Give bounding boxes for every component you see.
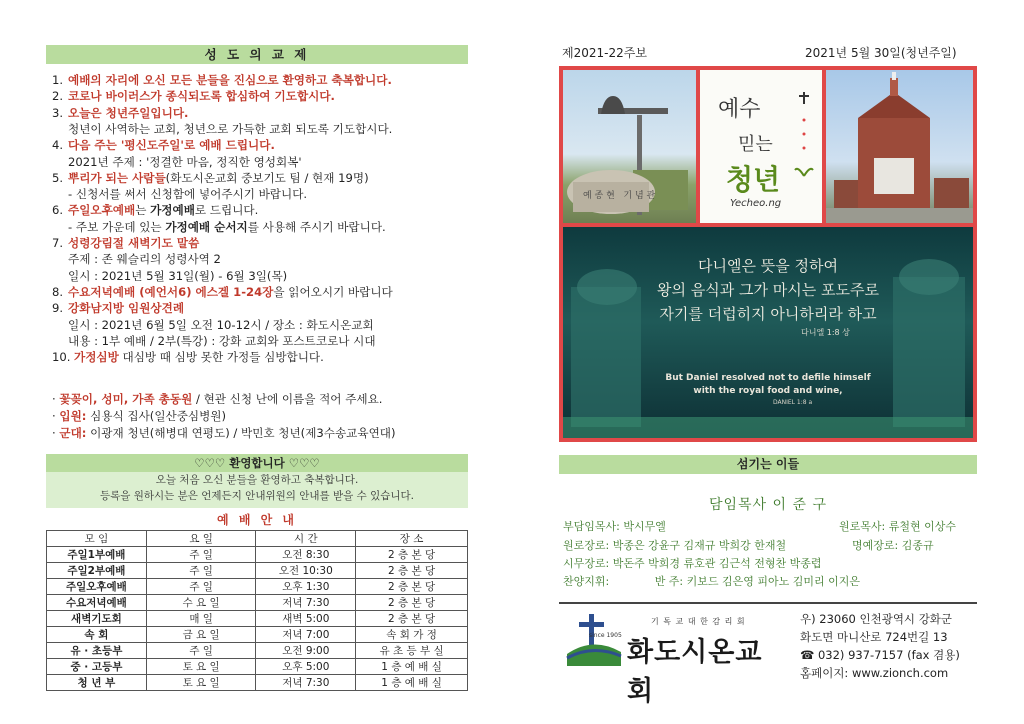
announcement-text: 성령강림절 새벽기도 말씀 [68,236,200,250]
announcement-text: 을 읽어오시기 바랍니다 [273,284,393,299]
verse-line3: 자기를 더럽히지 아니하리라 하고 [659,305,877,323]
verse-line2: 왕의 음식과 그가 마시는 포도주로 [657,281,879,299]
schedule-cell: 저녁 7:30 [256,595,356,611]
church-building-icon [826,70,973,223]
announcement-text: 를 사용해 주시기 바랍니다. [247,219,386,234]
poster-line1: 예수 [718,97,761,122]
schedule-row [47,643,468,659]
schedule-cell: 수요저녁예배 [47,595,147,611]
announcement-text-red: 수요저녁예배 (예언서6) 에스겔 1-24장 [68,284,274,299]
church-since: since 1905 [589,632,622,639]
phone-number: ☎ 032) 937-7157 (fax 겸용) [800,648,960,662]
announcement-text: 일시 : 2021년 6월 5일 오전 10-12시 / 장소 : 화도시온교회 [68,317,374,332]
church-name: 화도시온교회 [627,637,763,707]
schedule-cell: 주 일 [146,563,256,579]
announcement-line [52,350,324,365]
homepage-link[interactable]: 홈페이지: www.zionch.com [800,666,949,680]
announcement-text: 일시 : 2021년 5월 31일(월) - 6월 3일(목) [68,268,288,283]
schedule-cell: 1 층 예 배 실 [356,675,468,691]
schedule-cell: 주 일 [146,579,256,595]
poster-line2: 믿는 [738,134,773,155]
staff-active-elders: 시무장로: 박돈주 박희경 류호관 김근석 전형찬 박종렵 [563,557,822,570]
address-line2: 화도면 마니산로 724번길 13 [800,630,948,644]
poster-signature: Yecheo.ng [730,198,782,209]
announcement-text: 강화남지방 임원상견례 [68,301,185,316]
announcement-number: 8. [52,284,64,299]
verse-reference: 다니엘 1:8 상 [801,328,850,337]
fellowship-title: 성 도 의 교 제 [46,45,468,64]
bullet-text: 심용식 집사(일산중심병원) [86,409,227,423]
announcement-text-red: 주일오후예배 [68,203,136,218]
announcement-text: 오늘은 청년주일입니다. [68,105,189,120]
verse-image [563,227,973,438]
announcement-line [52,301,184,316]
verse-english-line2: with the royal food and wine, [693,386,843,396]
schedule-cell: 오후 5:00 [256,659,356,675]
cross-globe-icon [563,612,625,668]
servants-title: 섬기는 이들 [559,455,977,474]
announcement-line [52,269,287,284]
announcement-line [52,155,302,170]
staff-retired-elders: 원로장로: 박종은 강윤구 김재규 박희강 한재철 [563,539,787,552]
announcement-text-red: 가정심방 [74,350,119,365]
announcement-number: 6. [52,203,64,218]
notice-bullet [52,409,226,424]
bullet-dot: · [52,392,60,406]
poster-line3: 청년 [726,163,781,196]
schedule-cell: 2 층 본 당 [356,579,468,595]
verse-english-line1: But Daniel resolved not to defile himself [665,373,871,383]
worship-schedule-table [46,530,468,691]
announcement-line [52,220,386,235]
address-line1: 우) 23060 인천광역시 강화군 [800,612,953,626]
issue-number: 제2021-22주보 [562,46,647,60]
verse-line1: 다니엘은 뜻을 정하여 [698,257,838,275]
schedule-row [47,659,468,675]
schedule-cell: 유 초 등 부 실 [356,643,468,659]
announcement-line [52,89,335,104]
cross-sprout-icon [792,90,816,180]
schedule-title: 예 배 안 내 [46,512,468,529]
announcement-number: 9. [52,301,64,316]
announcement-line [52,138,275,153]
bell-tower-photo [563,70,696,223]
bullet-label: 꽃꽂이, 성미, 가족 총동원 [59,392,193,406]
church-denomination: 기 독 교 대 한 감 리 회 [651,617,746,626]
schedule-cell: 주 일 [146,547,256,563]
announcement-number: 10. [52,350,71,365]
stone-inscription: 예 종 현 기 념 관 [583,191,656,201]
schedule-row [47,595,468,611]
announcement-text: - 신청서를 써서 신청함에 넣어주시기 바랍니다. [68,187,308,202]
announcement-text-mid: 는 [135,203,151,218]
schedule-cell: 오전 9:00 [256,643,356,659]
announcement-line [52,203,258,218]
schedule-cell: 1 층 예 배 실 [356,659,468,675]
schedule-header-cell: 모 임 [47,531,147,547]
welcome-line1: 오늘 처음 오신 분들을 환영하고 축복합니다. [155,474,359,486]
schedule-row [47,675,468,691]
welcome-title: ♡♡♡ 환영합니다 ♡♡♡ [46,454,468,472]
schedule-cell: 주일오후예배 [47,579,147,595]
announcement-line [52,285,393,300]
announcement-line [52,318,374,333]
schedule-cell: 새벽 5:00 [256,611,356,627]
announcement-number: 3. [52,105,64,120]
schedule-cell: 저녁 7:30 [256,675,356,691]
schedule-row [47,547,468,563]
schedule-cell: 수 요 일 [146,595,256,611]
announcement-text: 대심방 때 심방 못한 가정들 심방합니다. [118,350,324,365]
schedule-cell: 청 년 부 [47,675,147,691]
announcement-number: 4. [52,138,64,153]
schedule-cell: 금 요 일 [146,627,256,643]
announcement-line [52,252,221,267]
schedule-cell: 2 층 본 당 [356,547,468,563]
announcement-text-red: 뿌리가 되는 사람들 [68,170,166,185]
bullet-dot: · [52,426,60,440]
announcement-text: 코로나 바이러스가 종식되도록 합심하여 기도합시다. [68,89,335,104]
bullet-label: 군대: [59,426,87,440]
staff-assoc-pastor: 부담임목사: 박시무엘 [563,520,666,533]
senior-pastor: 담임목사 이 준 구 [708,497,828,513]
schedule-cell: 2 층 본 당 [356,595,468,611]
schedule-header-cell: 요 일 [146,531,256,547]
schedule-header-cell: 시 간 [256,531,356,547]
schedule-row [47,627,468,643]
announcement-text-bold: 가정예배 [150,203,195,218]
church-logo [563,610,788,707]
announcement-line [52,334,376,349]
announcement-line [52,73,392,88]
schedule-cell: 주 일 [146,643,256,659]
schedule-cell: 주일2부예배 [47,563,147,579]
bullet-text: / 현관 신청 난에 이름을 적어 주세요. [192,392,383,406]
welcome-box [46,454,468,508]
schedule-cell: 오전 10:30 [256,563,356,579]
announcement-text: (화도시온교회 중보기도 팀 / 현재 19명) [165,170,369,185]
announcement-text: 로 드립니다. [194,203,259,218]
announcement-text: 내용 : 1부 예배 / 2부(특강) : 강화 교회와 포스트코로나 시대 [68,333,376,348]
announcement-text: 주제 : 존 웨슬리의 성령사역 2 [68,252,221,267]
announcement-text: 청년이 사역하는 교회, 청년으로 가득한 교회 되도록 기도합시다. [68,121,393,136]
announcement-line [52,236,199,251]
schedule-cell: 주일1부예배 [47,547,147,563]
bullet-dot: · [52,409,60,423]
schedule-cell: 2 층 본 당 [356,611,468,627]
staff-elder-pastor: 원로목사: 류철현 이상수 [839,520,956,533]
youth-poster [700,70,822,223]
schedule-cell: 새벽기도회 [47,611,147,627]
schedule-header-cell: 장 소 [356,531,468,547]
announcement-text: 예배의 자리에 오신 모든 분들을 진심으로 환영하고 축복합니다. [68,73,392,87]
schedule-row [47,563,468,579]
staff-choir: 찬양지휘: 반 주: 키보드 김은영 피아노 김미리 이지은 [563,575,861,588]
schedule-cell: 속 회 가 정 [356,627,468,643]
announcement-line [52,187,307,202]
announcement-text: 다음 주는 '평신도주일'로 예배 드립니다. [68,138,275,153]
announcement-number: 1. [52,73,64,87]
schedule-header-row [47,531,468,547]
schedule-cell: 토 요 일 [146,659,256,675]
schedule-row [47,611,468,627]
schedule-cell: 2 층 본 당 [356,563,468,579]
announcement-text-pre: - 주보 가운데 있는 [68,219,166,234]
schedule-cell: 유 · 초등부 [47,643,147,659]
bullet-text: 이광재 청년(해병대 연평도) / 박민호 청년(제3수송교육연대) [86,426,396,440]
announcement-line [52,106,188,121]
announcement-line [52,122,392,137]
announcement-text: 2021년 주제 : '정결한 마음, 정직한 영성회복' [68,154,302,169]
schedule-cell: 오전 8:30 [256,547,356,563]
announcement-number: 2. [52,89,64,104]
bullet-label: 입원: [59,409,87,423]
schedule-cell: 속 회 [47,627,147,643]
schedule-cell: 저녁 7:00 [256,627,356,643]
schedule-cell: 토 요 일 [146,675,256,691]
divider-line [559,602,977,604]
notice-bullet [52,426,396,441]
staff-honorary-elder: 명예장로: 김종규 [852,539,934,552]
notice-bullet [52,392,382,407]
announcement-line [52,171,369,186]
verse-english-reference: DANIEL 1:8 a [773,399,813,406]
schedule-cell: 오후 1:30 [256,579,356,595]
bulletin-date: 2021년 5월 30일(청년주일) [805,46,957,60]
announcement-number: 5. [52,170,64,185]
church-contact [800,610,960,682]
announcement-number: 7. [52,236,64,250]
schedule-cell: 매 일 [146,611,256,627]
schedule-cell: 중 · 고등부 [47,659,147,675]
church-building-photo [826,70,973,223]
schedule-row [47,579,468,595]
welcome-line2: 등록을 원하시는 분은 언제든지 안내위원의 안내를 받을 수 있습니다. [99,490,415,502]
photo-collage [559,66,977,442]
announcement-text-bold: 가정예배 순서지 [165,219,248,234]
